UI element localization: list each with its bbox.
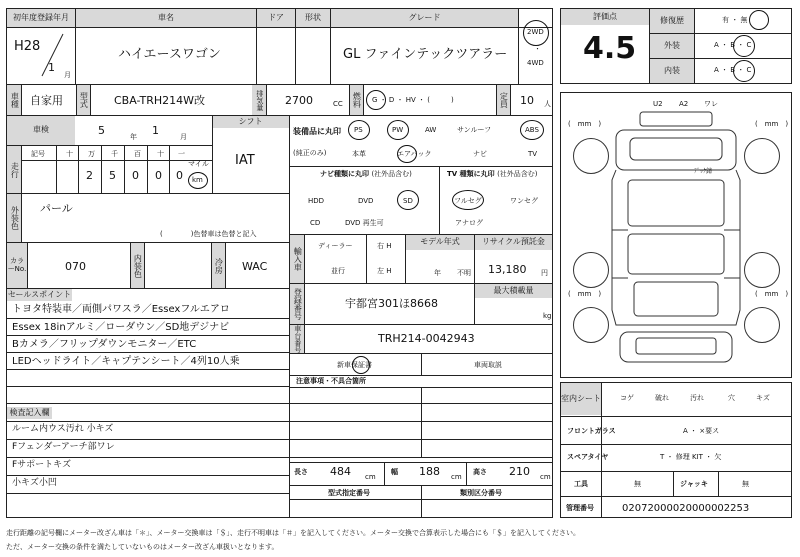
seat-tear: 破れ — [655, 394, 669, 402]
mileage-digit-0: 2 — [86, 169, 93, 182]
digit-label-0: 十 — [66, 150, 73, 158]
navi-dvd: DVD — [358, 197, 374, 205]
width-unit: cm — [451, 473, 462, 481]
navi-dvd-play: DVD 再生可 — [345, 219, 384, 227]
diagram-mm-br: ( mm ) — [755, 290, 789, 298]
digit-label-3: 百 — [134, 150, 141, 158]
mileage-digit-3: 0 — [155, 169, 162, 182]
windshield-label: フロントガラス — [567, 427, 616, 435]
model-code: CBA-TRH214W改 — [114, 94, 205, 107]
month-unit: 月 — [64, 71, 71, 79]
grade-value: GL ファインテックツアラー — [343, 47, 508, 62]
mileage-digit-1: 5 — [109, 169, 116, 182]
spare-value: T ・ 修理 KIT ・ 欠 — [660, 453, 722, 461]
car-outline-icon — [610, 110, 742, 372]
import-parallel: 並行 — [331, 267, 345, 275]
equip-pw: PW — [392, 126, 404, 134]
ac-value: WAC — [242, 260, 268, 273]
year-label: 初年度登録年月 — [7, 9, 75, 27]
repair-none-circle — [749, 10, 769, 30]
inspection-label: 車検 — [7, 116, 75, 145]
jack-value: 無 — [742, 480, 749, 488]
tv-label-sub: (社外品含む) — [497, 170, 538, 178]
management-label: 管理番号 — [566, 504, 594, 512]
tv-label — [447, 171, 538, 178]
color-value: パール — [40, 202, 73, 215]
max-load-unit: kg — [543, 312, 552, 320]
interior-label: 内装 — [650, 59, 694, 83]
drive-dot: ・ — [534, 45, 541, 53]
seat-label: 室内シート — [561, 383, 601, 415]
inspection-month: 1 — [152, 124, 159, 137]
equipment-label: 装備品に丸印 — [293, 127, 341, 136]
tv-oneseg: ワンセグ — [510, 197, 538, 205]
navi-label-text: ナビ種類に丸印 — [320, 170, 369, 178]
equip-navi: ナビ — [473, 150, 487, 158]
sales-points-label: セールスポイント — [7, 289, 72, 301]
mileage-label: 走行 — [7, 146, 21, 194]
inspector-label: 検査記入欄 — [7, 407, 52, 419]
shift-value: IAT — [235, 153, 255, 168]
repair-options: 有 ・ 無 — [722, 16, 748, 24]
mile-unit: マイル — [188, 160, 209, 168]
digit-label-2: 千 — [111, 150, 118, 158]
diagram-mm-bl: ( mm ) — [568, 290, 602, 298]
tire-rear-right-icon — [744, 252, 780, 288]
mileage-digit-2: 0 — [132, 169, 139, 182]
mileage-digit-4: 0 — [176, 169, 183, 182]
person-unit: 人 — [544, 100, 551, 108]
exterior-label: 外装 — [650, 34, 694, 58]
recycle-label: リサイクル預託金 — [475, 235, 552, 250]
navi-label — [320, 171, 412, 178]
shift-label: シフト — [212, 116, 289, 128]
capacity-label: 定員 — [496, 85, 510, 115]
import-left: 左 H — [377, 267, 392, 275]
inspector-line-1: Fフェンダーアーチ部ワレ — [12, 442, 115, 452]
drive-2wd: 2WD — [527, 28, 544, 36]
tools-label: 工具 — [574, 480, 588, 488]
drive-4wd: 4WD — [527, 59, 544, 67]
fuel-label: 燃料 — [349, 85, 363, 115]
use-type: 自家用 — [30, 94, 63, 107]
exterior-b-circle — [733, 35, 755, 57]
interior-b-circle — [733, 60, 755, 82]
interior-grades: A ・ B ・ C — [714, 66, 752, 74]
tire-front-right-icon — [744, 138, 780, 174]
height-value: 210 — [509, 465, 530, 478]
shape-label: 形状 — [296, 9, 330, 27]
digit-label-4: 十 — [157, 150, 164, 158]
rating-value: 4.5 — [583, 31, 637, 66]
owner-manual: 車両取説 — [474, 361, 502, 369]
windshield-value: A ・ ×要ス — [683, 427, 720, 435]
navi-hdd: HDD — [308, 197, 325, 205]
inspector-line-3: 小キズ小凹 — [12, 478, 57, 488]
color-note: ( )色替車は色替と記入 — [160, 230, 257, 238]
inspection-year-unit: 年 — [130, 133, 137, 141]
equip-tv: TV — [528, 150, 538, 158]
width-label: 幅 — [391, 468, 398, 476]
jack-label: ジャッキ — [680, 480, 708, 488]
footer-note-2: ただ、メーター交換の条件を満たしていないものはメーター改ざん車扱いとなります。 — [6, 543, 279, 551]
class-no-label: 類別区分番号 — [460, 489, 502, 497]
cc-unit: CC — [333, 100, 343, 108]
length-unit: cm — [365, 473, 376, 481]
recycle-value: 13,180 — [488, 263, 527, 276]
equip-ps: PS — [354, 126, 363, 134]
notes-label: 注意事項・不具合箇所 — [296, 377, 366, 385]
import-label: 輸入車 — [290, 235, 304, 283]
grade-label: グレード — [331, 9, 518, 27]
chassis-value: TRH214-0042943 — [378, 332, 475, 345]
length-value: 484 — [330, 465, 351, 478]
navi-sd: SD — [403, 197, 413, 205]
equip-airbag: エアバック — [397, 150, 432, 158]
color-no-value: 070 — [65, 260, 86, 273]
diagram-label-u2: U2 — [653, 100, 663, 108]
navi-cd: CD — [310, 219, 321, 227]
capacity-value: 10 — [520, 94, 534, 107]
digit-label-5: 一 — [178, 150, 185, 158]
model-year-unknown: 不明 — [457, 269, 471, 277]
seat-stain: 汚れ — [690, 394, 704, 402]
sales-point-1: Essex 18inアルミ／ローダウン／SD地デジナビ — [12, 322, 230, 333]
tire-front-left-icon — [573, 138, 609, 174]
carname-label: 車名 — [76, 9, 256, 27]
equip-sunroof: サンルーフ — [457, 126, 492, 134]
registration-label: 登録番号 — [290, 284, 304, 324]
km-unit: km — [192, 176, 203, 184]
inspector-line-0: ルーム内ウス汚れ 小キズ — [12, 424, 114, 434]
model-year-label: モデル年式 — [406, 235, 474, 250]
length-label: 長さ — [294, 468, 308, 476]
displacement-value: 2700 — [285, 94, 313, 107]
spare-tire-right-icon — [744, 307, 780, 343]
equip-aw: AW — [425, 126, 437, 134]
height-label: 高さ — [473, 468, 487, 476]
diagram-label-a2: A2 — [679, 100, 689, 108]
interior-color-label: 内装色 — [130, 243, 144, 288]
import-right: 右 H — [377, 242, 392, 250]
inspector-line-2: Fサポートキズ — [12, 460, 71, 470]
color-no-label: カラーNo. — [7, 243, 27, 288]
digit-label-1: 万 — [88, 150, 95, 158]
exterior-grades: A ・ B ・ C — [714, 41, 752, 49]
max-load-label: 最大積載量 — [475, 284, 552, 298]
inspection-month-unit: 月 — [180, 133, 187, 141]
sales-point-3: LEDヘッドライト／キャプテンシート／4列10人乗 — [12, 356, 240, 367]
tools-value: 無 — [634, 480, 641, 488]
reg-month: 1 — [48, 61, 55, 74]
door-label: ドア — [257, 9, 295, 27]
tv-label-text: TV 種類に丸印 — [447, 170, 495, 178]
equipment-sub: (純正のみ) — [293, 149, 327, 157]
footer-note-1: 走行距離の記号欄にメーター改ざん車は「＊」、メーター交換車は「＄」、走行不明車は「＃」を記入してください。メーター交換で合算表示した場合にも「＄」を記入してください。 — [6, 529, 580, 537]
diagram-label-crack: ワレ — [704, 100, 718, 108]
navi-label-sub: (社外品含む) — [371, 170, 412, 178]
tv-analog: アナログ — [455, 219, 483, 227]
registration-value: 宇都宮301ほ8668 — [345, 297, 438, 310]
spare-tire-left-icon — [573, 307, 609, 343]
recycle-unit: 円 — [541, 269, 548, 277]
tv-fullseg: フルセグ — [454, 197, 482, 205]
height-unit: cm — [540, 473, 551, 481]
new-car-warranty: 新車保証書 — [337, 361, 372, 369]
equip-abs: ABS — [525, 126, 539, 134]
diagram-mm-tl: ( mm ) — [568, 120, 602, 128]
repair-label: 修復歴 — [650, 9, 694, 33]
color-label: 外装色 — [7, 194, 21, 242]
diagram-mm-tr: ( mm ) — [755, 120, 789, 128]
ac-label: 冷房 — [211, 243, 225, 288]
seat-scratch: キズ — [756, 394, 770, 402]
import-dealer: ディーラー — [318, 242, 353, 250]
mileage-symbol-label: 記号 — [31, 150, 45, 158]
chassis-label: 車台番号 — [290, 325, 304, 353]
fuel-options: G ・ D ・ HV ・ ( ) — [372, 96, 454, 104]
diagram-note: ﾃﾞｯｸ錆 — [694, 168, 713, 175]
seat-burn: コゲ — [620, 394, 634, 402]
displacement-label: 排気量 — [252, 85, 266, 115]
vehicle-type-label: 車種 — [7, 85, 21, 115]
management-value: 02072000020000002253 — [622, 503, 750, 514]
car-name: ハイエースワゴン — [118, 47, 221, 62]
era: H28 — [14, 39, 41, 54]
model-label: 型式 — [76, 85, 90, 115]
seat-hole: 穴 — [728, 394, 735, 402]
spare-label: スペアタイヤ — [567, 453, 609, 461]
sales-point-2: Bカメラ／フリップダウンモニター／ETC — [12, 339, 197, 350]
sales-point-0: トヨタ特装車／両側パワスラ／Essexフルエアロ — [12, 304, 230, 315]
equip-leather: 本革 — [352, 150, 366, 158]
rating-label: 評価点 — [561, 9, 649, 25]
width-value: 188 — [419, 465, 440, 478]
tire-rear-left-icon — [573, 252, 609, 288]
model-year-unit: 年 — [434, 269, 441, 277]
type-no-label: 型式指定番号 — [328, 489, 370, 497]
inspection-year: 5 — [98, 124, 105, 137]
